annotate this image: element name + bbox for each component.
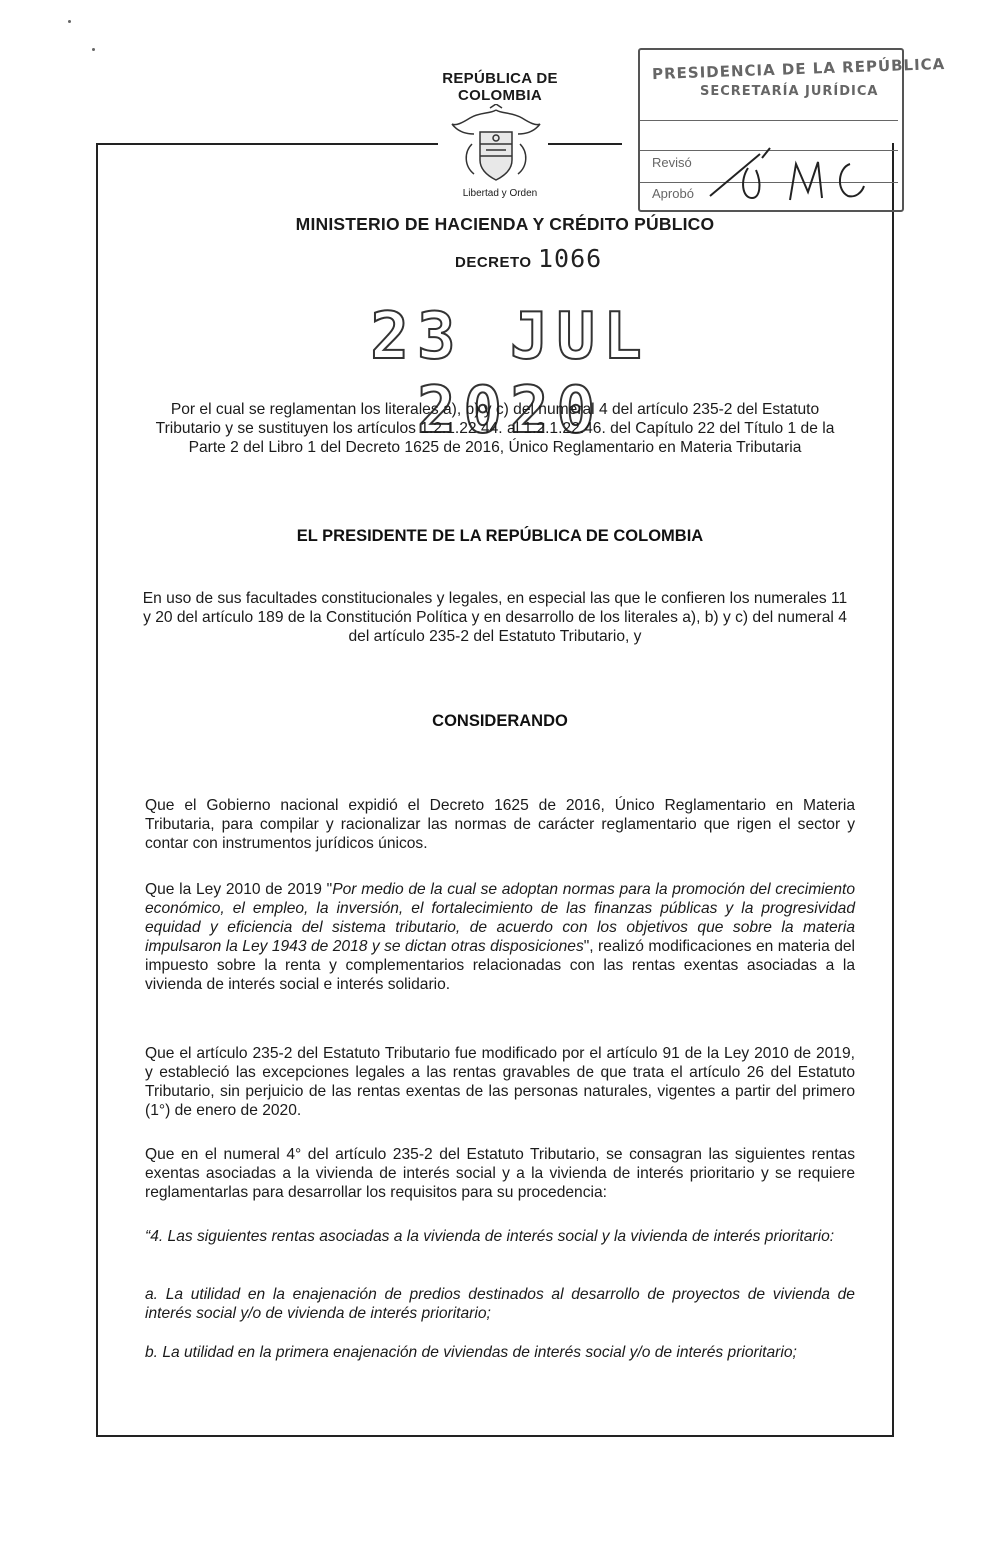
date-stamp: 23 JUL 2020 (370, 300, 650, 448)
stamp-presidencia: PRESIDENCIA DE LA REPÚBLICA (651, 54, 946, 84)
quoted-norm: “4. Las siguientes rentas asociadas a la vivienda de interés social y la vivienda de interés prioritario: (145, 1228, 835, 1245)
country-heading: REPÚBLICA DE COLOMBIA (442, 70, 558, 104)
considerando-paragraph: Que el artículo 235-2 del Estatuto Tributario fue modificado por el artículo 91 de la Ley 2010 de 2019, y estableció las excepciones legales a las rentas gravables de que trata el artículo 26 del Estatuto Tributario, sin perjuicio de las rentas exentas de las personas naturales, vigentes a partir del primero (1°) de enero de 2020. (145, 1045, 855, 1119)
quoted-norm: a. La utilidad en la enajenación de predios destinados al desarrollo de proyectos de vivienda de interés social y/o de vivienda de interés prioritario; (145, 1286, 855, 1322)
decree-label: DECRETO (455, 254, 532, 271)
law-title: Por medio de la cual se adoptan normas para la promoción del crecimiento económico, el empleo, la inversión, el fortalecimiento de las finanzas públicas y la progresividad equidad y eficiencia del sistema tributario, de acuerdo con los objetivos que sobre la materia impulsaron la Ley 1943 de 2018 y se dictan otras disposiciones (145, 881, 856, 955)
stamp-reviso-label: Revisó (652, 155, 692, 170)
considerando-paragraph (145, 880, 855, 994)
considerando-paragraph: Que el Gobierno nacional expidió el Decreto 1625 de 2016, Único Reglamentario en Materia Tributaria, para compilar y racionalizar las normas de carácter reglamentario que rigen el sector y contar con instrumentos jurídicos únicos. (145, 797, 855, 852)
coat-of-arms-icon (450, 104, 542, 186)
ministry-heading: MINISTERIO DE HACIENDA Y CRÉDITO PÚBLICO (295, 214, 715, 234)
stamp-aprobo-label: Aprobó (652, 186, 694, 201)
handwritten-signature (700, 140, 900, 210)
motto: Libertad y Orden (462, 188, 538, 199)
scan-speck (92, 48, 95, 51)
quoted-norm: b. La utilidad en la primera enajenación de viviendas de interés social y/o de interés prioritario; (145, 1344, 797, 1361)
scan-speck (68, 20, 71, 23)
border-top-mid (548, 143, 622, 145)
stamp-secretaria: SECRETARÍA JURÍDICA (700, 84, 879, 99)
decree-summary: Por el cual se reglamentan los literales a), b) y c) del numeral 4 del artículo 235-2 del Estatuto Tributario y se sustituyen los artículos 1.2.1.22.44. al 1.2.1.22.46. del Capítulo 22 del Título 1 de la Parte 2 del Libro 1 del Decreto 1625 de 2016, Único Reglamentario en Materia Tributaria (155, 401, 835, 456)
p2-intro: Que la Ley 2010 de 2019 " (145, 881, 333, 898)
considerando-paragraph: Que en el numeral 4° del artículo 235-2 del Estatuto Tributario, se consagran las siguientes rentas exentas asociadas a la vivienda de interés social y a la vivienda de interés prioritario y se requiere reglamentarlas para desarrollar los requisitos para su procedencia: (145, 1146, 855, 1201)
authority-text: En uso de sus facultades constitucionales y legales, en especial las que le confieren los numerales 11 y 20 del artículo 189 de la Constitución Política y en desarrollo de los literales a), b) y c) del numeral 4 del artículo 235-2 del Estatuto Tributario, y (142, 590, 848, 645)
stamp-divider (640, 120, 898, 121)
decree-number: 1066 (538, 244, 603, 273)
considerando-title: CONSIDERANDO (432, 712, 568, 730)
p2-rest: ", realizó modificaciones en materia del impuesto sobre la renta y complementarios relacionadas con las rentas exentas asociadas a la vivienda de interés social e interés solidario. (145, 938, 855, 993)
authority-title: EL PRESIDENTE DE LA REPÚBLICA DE COLOMBIA (296, 527, 704, 545)
border-top-left (96, 143, 438, 145)
